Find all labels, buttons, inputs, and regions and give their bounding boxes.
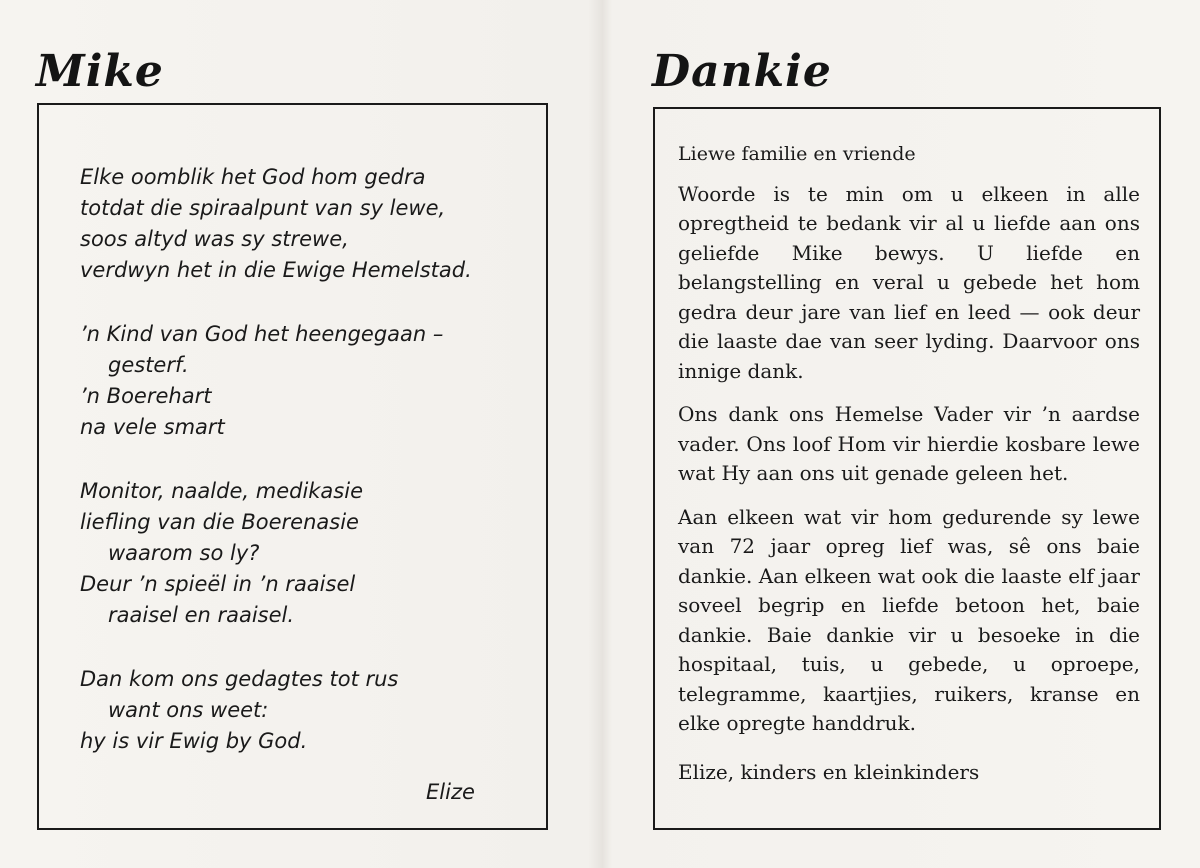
greeting: Liewe familie en vriende: [678, 143, 916, 165]
thanks-paragraph: Ons dank ons Hemelse Vader vir ’n aardse vader. Ons loof Hom vir hierdie kosbare lewe wat Hy aan ons uit genade geleen het.: [678, 402, 1140, 485]
poem-line: raaisel en raaisel.: [108, 603, 295, 627]
poem-stanza: [80, 664, 520, 757]
thank-you-message: [678, 140, 1140, 739]
poem-line: ’n Boerehart: [80, 384, 212, 408]
poem-stanza: [80, 162, 520, 286]
right-panel-title: Dankie: [652, 46, 832, 97]
poem-line: hy is vir Ewig by God.: [80, 729, 308, 753]
poem-line: want ons weet:: [108, 698, 269, 722]
poem-line: soos altyd was sy strewe,: [80, 227, 349, 251]
poem-line: waarom so ly?: [108, 541, 260, 565]
poem-line: Dan kom ons gedagtes tot rus: [80, 667, 399, 691]
poem-line: Deur ’n spieël in ’n raaisel: [80, 572, 356, 596]
poem-line: liefling van die Boerenasie: [80, 510, 359, 534]
poem-stanza: [80, 319, 520, 443]
poem-line: na vele smart: [80, 415, 225, 439]
poem-line: gesterf.: [108, 353, 189, 377]
poem-line: totdat die spiraalpunt van sy lewe,: [80, 196, 446, 220]
poem-line: ’n Kind van God het heengegaan –: [80, 322, 444, 346]
thanks-paragraph: Aan elkeen wat vir hom gedurende sy lewe van 72 jaar opreg lief was, sê ons baie dankie. Aan elkeen wat ook die laaste elf jaar soveel begrip en liefde betoon het, baie dankie. Baie dankie vir u besoeke in die hospitaal, tuis, u gebede, u oproepe, telegramme, kaartjies, ruikers, kranse en elke opregte handdruk.: [678, 504, 1140, 735]
left-panel-title: Mike: [36, 46, 164, 97]
poem-line: Elke oomblik het God hom gedra: [80, 165, 426, 189]
poem-stanza: [80, 476, 520, 631]
closing-signature: Elize, kinders en kleinkinders: [678, 760, 980, 784]
poem-line: Monitor, naalde, medikasie: [80, 479, 363, 503]
poem: [80, 162, 520, 757]
poem-line: verdwyn het in die Ewige Hemelstad.: [80, 258, 472, 282]
thanks-paragraph: Woorde is te min om u elkeen in alle opregtheid te bedank vir al u liefde aan ons geliefde Mike bewys. U liefde en belangstelling en veral u gebede het hom gedra deur jare van lief en leed — ook deur die laaste dae van seer lyding. Daarvoor ons innige dank.: [678, 181, 1140, 383]
poem-signature: Elize: [426, 780, 475, 804]
